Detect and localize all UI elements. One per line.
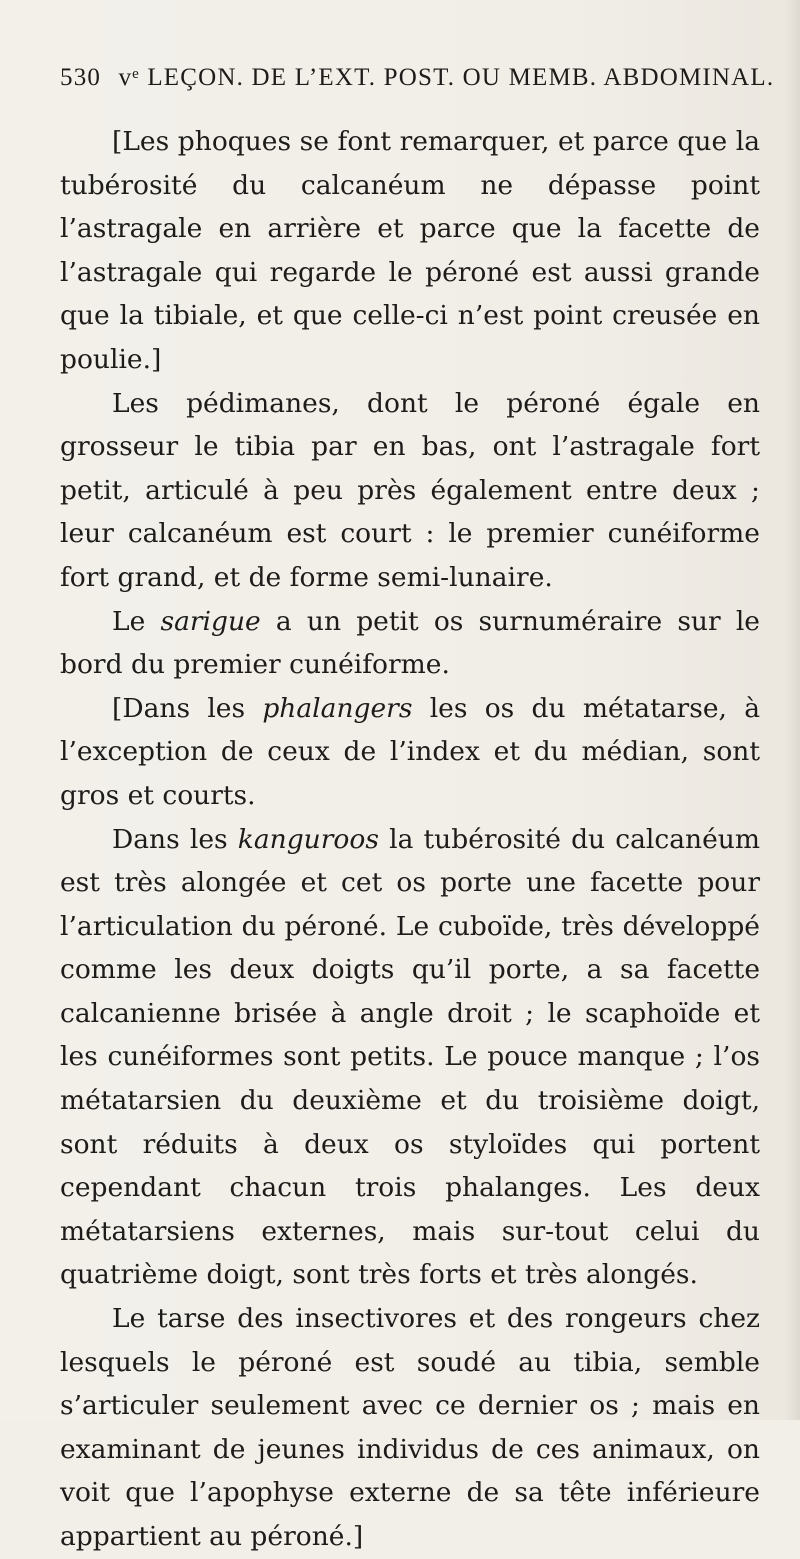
- running-title: vᵉ LEÇON. DE L’EXT. POST. OU MEMB. ABDOMINAL.: [118, 64, 775, 91]
- paragraph-insectivores: Le tarse des insectivores et des rongeurs chez lesquels le péroné est soudé au tibia, semble s’articuler seulement avec ce dernier os ; mais en examinant de jeunes individus de ces animaux, on voit que l’apophyse externe de sa tête inférieure appartient au péroné.]: [60, 1303, 760, 1552]
- running-header: [60, 64, 775, 92]
- page-number: 530: [60, 64, 102, 91]
- paragraph-sarigue: [60, 600, 760, 687]
- paragraph-phalangers: [60, 687, 760, 818]
- paragraph-sarigue-after: a un petit os surnuméraire sur le bord du premier cunéiforme.: [60, 605, 760, 681]
- paragraph-sarigue-before: Le: [112, 605, 161, 637]
- term-kanguroos: kanguroos: [237, 823, 379, 855]
- page-edge-shadow: [786, 0, 800, 1420]
- paragraph-pedimanes: Les pédimanes, dont le péroné égale en grosseur le tibia par en bas, ont l’astragale fort petit, articulé à peu près également entre deux ; leur calcanéum est court : le premier cunéiforme fort grand, et de forme semi-lunaire.: [60, 387, 760, 593]
- paragraph-phalangers-after: les os du métatarse, à l’exception de ceux de l’index et du médian, sont gros et courts.: [60, 692, 760, 811]
- paragraph-phoques: [Les phoques se font remarquer, et parce que la tubérosité du calcanéum ne dépasse point l’astragale en arrière et parce que la facette de l’astragale qui regarde le péroné est aussi grande que la tibiale, et que celle-ci n’est point creusée en poulie.]: [60, 126, 760, 375]
- body-text: [60, 120, 760, 1559]
- paragraph-kanguroos-after: la tubérosité du calcanéum est très alongée et cet os porte une facette pour l’articulation du péroné. Le cuboïde, très développé comme les deux doigts qu’il porte, a sa facette calcanienne brisée à angle droit ; le scaphoïde et les cunéiformes sont petits. Le pouce manque ; l’os métatarsien du deuxième et du troisième doigt, sont réduits à deux os styloïdes qui portent cependant chacun trois phalanges. Les deux métatarsiens externes, mais sur-tout celui du quatrième doigt, sont très forts et très alongés.: [60, 823, 760, 1291]
- paragraph-kanguroos: [60, 818, 760, 1298]
- term-sarigue: sarigue: [160, 605, 261, 637]
- paragraph-kanguroos-before: Dans les: [112, 823, 238, 855]
- term-phalangers: phalangers: [262, 692, 413, 724]
- paragraph-phalangers-before: [Dans les: [112, 692, 263, 724]
